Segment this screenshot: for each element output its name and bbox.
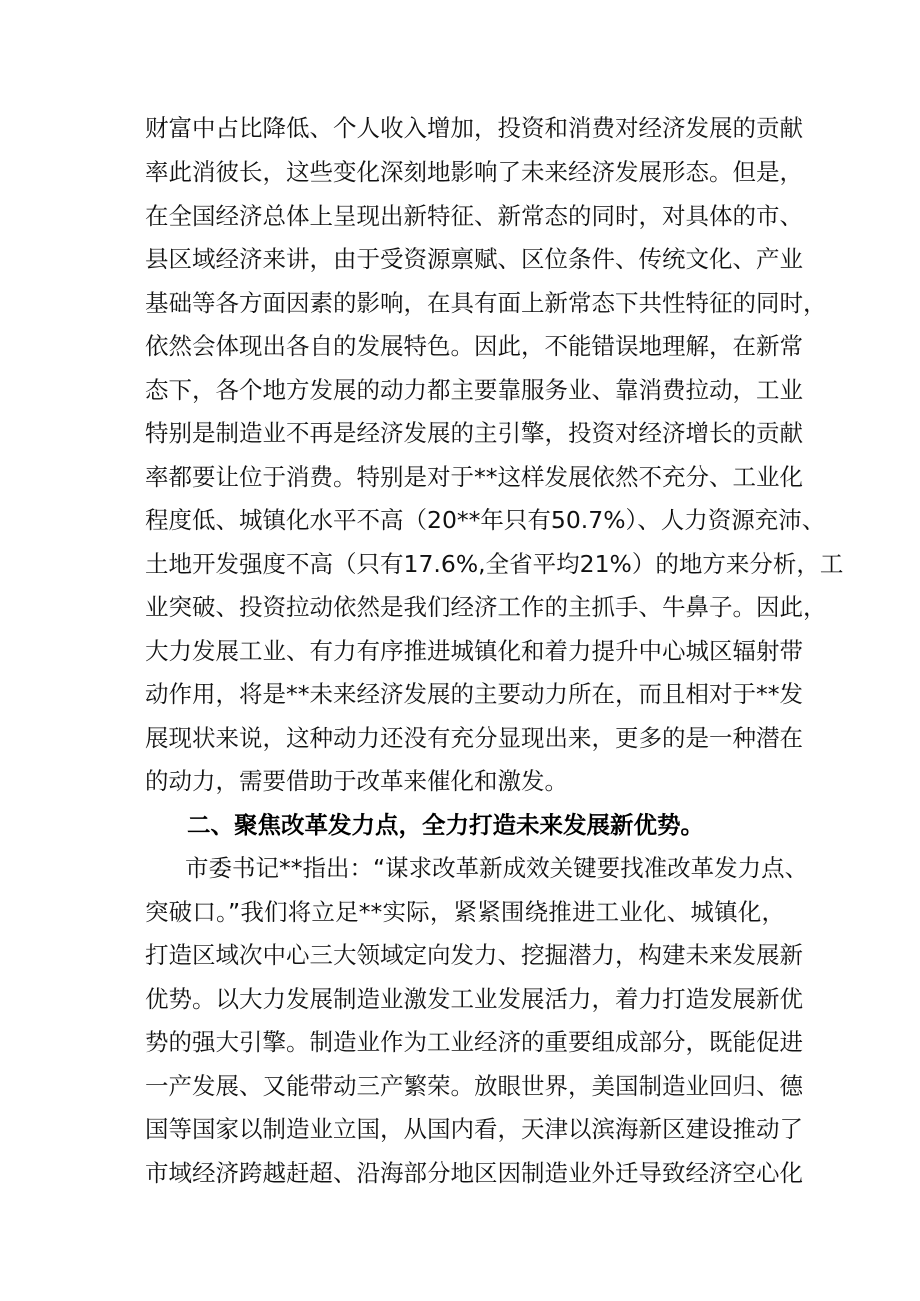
body-text-line: 势的强大引擎。制造业作为工业经济的重要组成部分，既能促进 bbox=[145, 1028, 803, 1056]
body-text-line: 打造区域次中心三大领域定向发力、挖掘潜力，构建未来发展新 bbox=[145, 941, 803, 969]
body-text-line: 基础等各方面因素的影响，在具有面上新常态下共性特征的同时， bbox=[145, 289, 827, 317]
body-text-line: 在全国经济总体上呈现出新特征、新常态的同时，对具体的市、 bbox=[145, 202, 803, 230]
body-text-line: 业突破、投资拉动依然是我们经济工作的主抓手、牛鼻子。因此， bbox=[145, 593, 827, 621]
body-text-line: 态下，各个地方发展的动力都主要靠服务业、靠消费拉动，工业 bbox=[145, 376, 803, 404]
body-text-line: 优势。以大力发展制造业激发工业发展活力，着力打造发展新优 bbox=[145, 985, 803, 1013]
body-text-line: 县区域经济来讲，由于受资源禀赋、区位条件、传统文化、产业 bbox=[145, 245, 803, 273]
body-text-line: 财富中占比降低、个人收入增加，投资和消费对经济发展的贡献 bbox=[145, 114, 803, 142]
body-text-line: 依然会体现出各自的发展特色。因此，不能错误地理解，在新常 bbox=[145, 332, 803, 360]
body-text-line: 市委书记**指出：“谋求改革新成效关键要找准改革发力点、 bbox=[185, 854, 809, 882]
body-text-line: 展现状来说，这种动力还没有充分显现出来，更多的是一种潜在 bbox=[145, 724, 803, 752]
body-text-line: 动作用，将是**未来经济发展的主要动力所在，而且相对于**发 bbox=[145, 680, 803, 708]
body-text-line: 土地开发强度不高（只有17.6%,全省平均21%）的地方来分析，工 bbox=[145, 550, 844, 578]
body-text-line: 程度低、城镇化水平不高（20**年只有50.7%）、人力资源充沛、 bbox=[145, 506, 826, 534]
body-text-line: 的动力，需要借助于改革来催化和激发。 bbox=[145, 767, 568, 795]
body-text-line: 大力发展工业、有力有序推进城镇化和着力提升中心城区辐射带 bbox=[145, 637, 803, 665]
body-text-line: 市域经济跨越赶超、沿海部分地区因制造业外迁导致经济空心化 bbox=[145, 1159, 803, 1187]
body-text-line: 率都要让位于消费。特别是对于**这样发展依然不充分、工业化 bbox=[145, 463, 803, 491]
body-text-line: 突破口。”我们将立足**实际，紧紧围绕推进工业化、城镇化， bbox=[145, 898, 785, 926]
body-text-line: 特别是制造业不再是经济发展的主引擎，投资对经济增长的贡献 bbox=[145, 419, 803, 447]
section-heading: 二、聚焦改革发力点，全力打造未来发展新优势。 bbox=[187, 811, 704, 839]
body-text-line: 国等国家以制造业立国，从国内看，天津以滨海新区建设推动了 bbox=[145, 1115, 803, 1143]
body-text-line: 一产发展、又能带动三产繁荣。放眼世界，美国制造业回归、德 bbox=[145, 1072, 803, 1100]
body-text-line: 率此消彼长，这些变化深刻地影响了未来经济发展形态。但是， bbox=[145, 158, 803, 186]
